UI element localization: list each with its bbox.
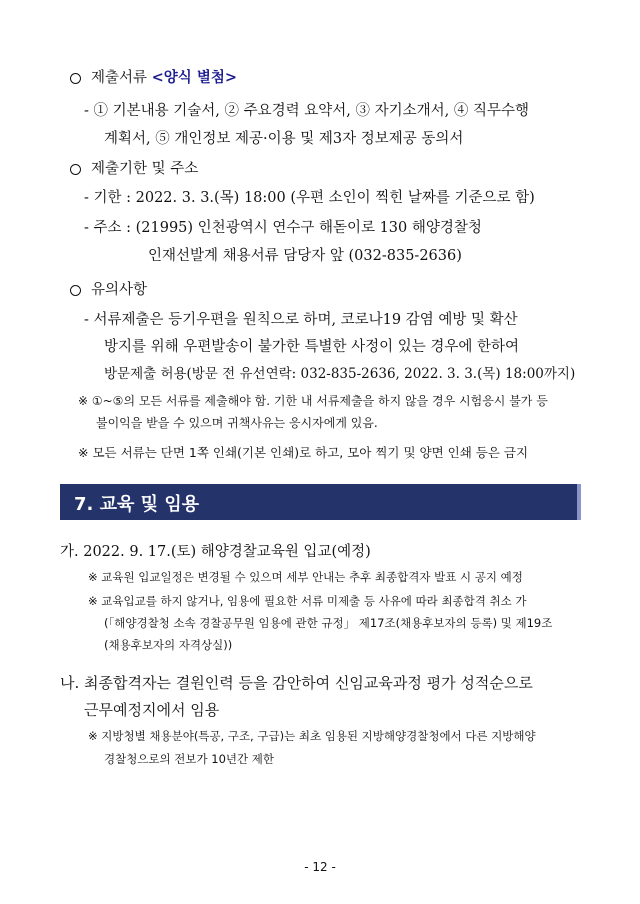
docs-line-1: - ① 기본내용 기술서, ② 주요경력 요약서, ③ 자기소개서, ④ 직무수행 [84,103,529,119]
section-7-title: 7. 교육 및 임용 [74,494,200,515]
docs-line-2: 계획서, ⑤ 개인정보 제공·이용 및 제3자 정보제공 동의서 [104,131,464,147]
notes-line-2: 방지를 위해 우편발송이 불가한 특별한 사정이 있는 경우에 한하여 [104,339,520,355]
item-a-remark-1: ※ 교육원 입교일정은 변경될 수 있으며 세부 안내는 추후 최종합격자 발표 시 공지 예정 [88,570,523,584]
item-a: 가. 2022. 9. 17.(토) 해양경찰교육원 입교(예정) [60,544,371,560]
circle-bullet-icon [70,285,81,296]
item-a-remark-2a: ※ 교육입교를 하지 않거나, 임용에 필요한 서류 미제출 등 사유에 따라 최종합격 취소 가 [88,594,527,608]
section-deadline-heading: 제출기한 및 주소 [70,157,198,178]
form-attachment-highlight: <양식 별첨> [151,69,238,86]
item-b-remark-2: 경찰청으로의 전보가 10년간 제한 [104,752,275,766]
notes-remark-1b: 불이익을 받을 수 있으며 귀책사유는 응시자에게 있음. [96,416,378,430]
notes-remark-1a: ※ ①~⑤의 모든 서류를 제출해야 함. 기한 내 서류제출을 하지 않을 경우 시험응시 불가 등 [78,394,548,408]
address-line-1: - 주소 : (21995) 인천광역시 연수구 해돋이로 130 해양경찰청 [84,220,482,236]
page-number: - 12 - [304,860,336,874]
item-a-remark-2b: (「해양경찰청 소속 경찰공무원 임용에 관한 규정」 제17조(채용후보자의 등록) 및 제19조 [104,616,553,630]
circle-bullet-icon [70,73,81,84]
address-line-2: 인재선발계 채용서류 담당자 앞 (032-835-2636) [148,248,462,264]
circle-bullet-icon [70,164,81,175]
item-b-line-2: 근무예정지에서 임용 [84,701,220,719]
notes-remark-2: ※ 모든 서류는 단면 1쪽 인쇄(기본 인쇄)로 하고, 모아 찍기 및 양면 인쇄 등은 금지 [78,445,529,460]
section-docs-heading: 제출서류 <양식 별첨> [70,66,237,87]
deadline-line: - 기한 : 2022. 3. 3.(목) 18:00 (우편 소인이 찍힌 날짜를 기준으로 함) [84,190,535,206]
item-b-remark-1: ※ 지방청별 채용분야(특공, 구조, 구급)는 최초 임용된 지방해양경찰청에서 다른 지방해양 [88,729,536,743]
notes-line-3: 방문제출 허용(방문 전 유선연락: 032-835-2636, 2022. 3. 3.(목) 18:00까지) [104,366,576,382]
item-b-line-1: 나. 최종합격자는 결원인력 등을 감안하여 신임교육과정 평가 성적순으로 [60,674,533,692]
item-a-remark-2c: (채용후보자의 자격상실)) [104,638,233,652]
notes-line-1: - 서류제출은 등기우편을 원칙으로 하며, 코로나19 감염 예방 및 확산 [84,312,518,328]
section-notes-heading: 유의사항 [70,278,147,299]
section-7-header [60,484,581,520]
